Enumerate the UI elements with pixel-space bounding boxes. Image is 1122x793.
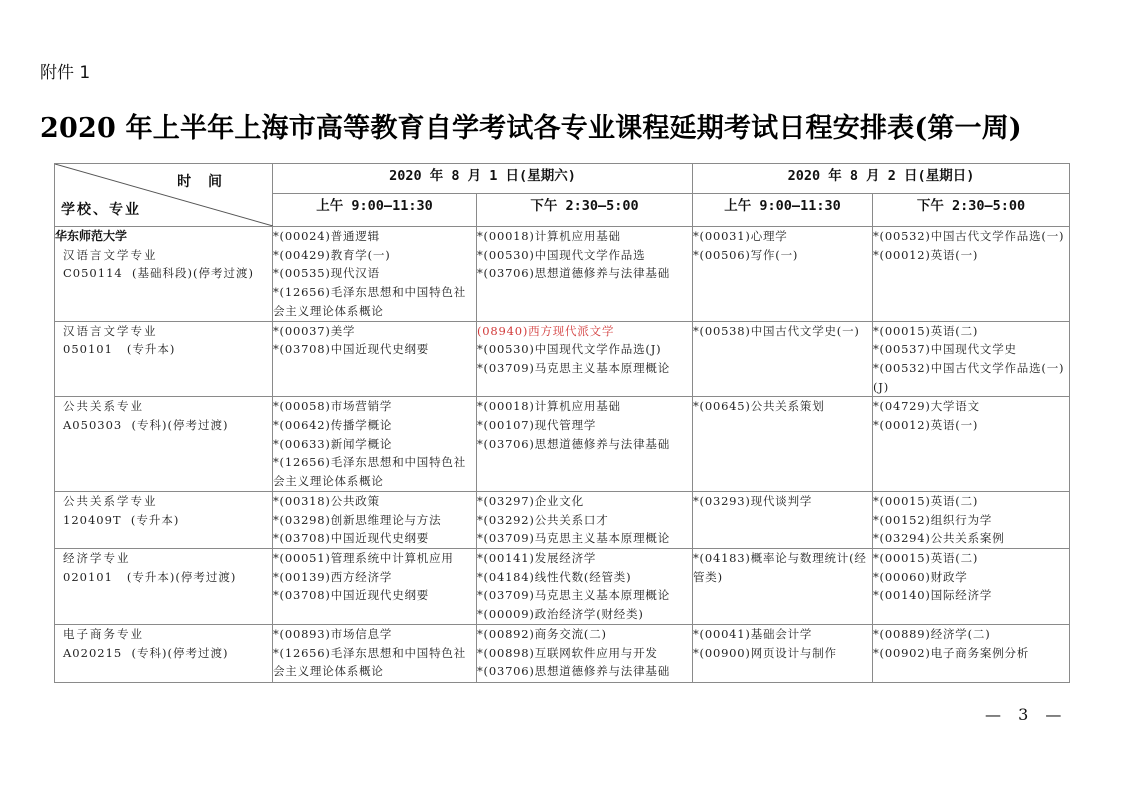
course-item: *(00015)英语(二) <box>873 323 979 338</box>
major-code: A020215 (专科)(停考过渡) <box>63 645 229 660</box>
major-name: 汉语言文学专业 <box>63 247 158 262</box>
course-item-highlighted: (08940)西方现代派文学 <box>477 323 615 338</box>
course-item: *(03708)中国近现代史纲要 <box>273 531 430 546</box>
major-code: 050101 (专升本) <box>63 342 176 357</box>
course-item: *(00009)政治经济学(财经类) <box>477 607 644 622</box>
course-cell <box>273 491 477 548</box>
date-header-aug2: 2020 年 8 月 2 日(星期日) <box>693 164 1070 194</box>
table-row <box>55 491 1070 548</box>
course-cell <box>693 397 873 492</box>
course-item: *(00015)英语(二) <box>873 550 979 565</box>
course-item: *(00537)中国现代文学史 <box>873 342 1017 357</box>
course-item: *(03709)马克思主义基本原理概论 <box>477 588 671 603</box>
school-major-header: 学校、专业 <box>61 202 141 218</box>
course-item: *(00141)发展经济学 <box>477 550 597 565</box>
major-cell <box>55 624 273 682</box>
major-cell <box>55 397 273 492</box>
table-row <box>55 548 1070 624</box>
course-cell <box>477 227 693 322</box>
course-cell <box>693 624 873 682</box>
course-item: *(00892)商务交流(二) <box>477 626 607 641</box>
major-name: 经济学专业 <box>63 550 131 565</box>
course-item: *(00429)教育学(一) <box>273 247 391 262</box>
course-cell <box>873 548 1070 624</box>
course-item: *(00530)中国现代文学作品选(J) <box>477 342 662 357</box>
schedule-body <box>55 227 1070 683</box>
course-item: *(00015)英语(二) <box>873 493 979 508</box>
course-item: *(03294)公共关系案例 <box>873 531 1005 546</box>
attachment-label: 附件 1 <box>40 63 91 83</box>
course-item: *(00893)市场信息学 <box>273 626 393 641</box>
table-row <box>55 624 1070 682</box>
course-item: *(12656)毛泽东思想和中国特色社会主义理论体系概论 <box>273 645 467 679</box>
course-item: *(00902)电子商务案例分析 <box>873 645 1030 660</box>
course-item: *(00889)经济学(二) <box>873 626 991 641</box>
course-cell <box>273 397 477 492</box>
course-item: *(00538)中国古代文学史(一) <box>693 323 860 338</box>
major-cell <box>55 227 273 322</box>
course-item: *(00532)中国古代文学作品选(一) <box>873 229 1065 243</box>
course-item: *(00024)普通逻辑 <box>273 229 380 243</box>
course-item: *(03709)马克思主义基本原理概论 <box>477 360 671 375</box>
major-cell <box>55 548 273 624</box>
course-item: *(03293)现代谈判学 <box>693 493 813 508</box>
schedule-table <box>54 163 1070 683</box>
course-item: *(04184)线性代数(经管类) <box>477 569 632 584</box>
course-item: *(12656)毛泽东思想和中国特色社会主义理论体系概论 <box>273 455 467 489</box>
table-row <box>55 227 1070 322</box>
course-item: *(03298)创新思维理论与方法 <box>273 512 442 527</box>
course-item: *(00012)英语(一) <box>873 247 979 262</box>
course-cell <box>693 227 873 322</box>
course-cell <box>873 624 1070 682</box>
page-title: 2020 年上半年上海市高等教育自学考试各专业课程延期考试日程安排表(第一周) <box>40 113 1022 144</box>
course-item: *(00900)网页设计与制作 <box>693 645 837 660</box>
major-code: 020101 (专升本)(停考过渡) <box>63 569 237 584</box>
major-cell <box>55 491 273 548</box>
course-cell <box>477 321 693 397</box>
course-item: *(04729)大学语文 <box>873 399 980 414</box>
page-number: — 3 — <box>985 705 1068 724</box>
course-item: *(00532)中国古代文学作品选(一)(J) <box>873 360 1065 394</box>
course-item: *(00041)基础会计学 <box>693 626 813 641</box>
slot-header-aug1-am: 上午 9:00—11:30 <box>273 194 477 227</box>
slot-header-aug2-am: 上午 9:00—11:30 <box>693 194 873 227</box>
course-item: *(00530)中国现代文学作品选 <box>477 247 646 262</box>
course-item: *(03708)中国近现代史纲要 <box>273 342 430 357</box>
course-item: *(03297)企业文化 <box>477 493 584 508</box>
course-item: *(03292)公共关系口才 <box>477 512 609 527</box>
course-item: *(00506)写作(一) <box>693 247 799 262</box>
course-item: *(00898)互联网软件应用与开发 <box>477 645 658 660</box>
major-cell <box>55 321 273 397</box>
slot-header-aug1-pm: 下午 2:30—5:00 <box>477 194 693 227</box>
table-row <box>55 321 1070 397</box>
major-name: 汉语言文学专业 <box>63 323 158 338</box>
course-item: *(00642)传播学概论 <box>273 418 393 433</box>
course-item: *(00058)市场营销学 <box>273 399 393 414</box>
course-cell <box>477 548 693 624</box>
course-item: *(00051)管理系统中计算机应用 <box>273 550 454 565</box>
course-item: *(03706)思想道德修养与法律基础 <box>477 664 671 679</box>
major-name: 公共关系专业 <box>63 399 144 414</box>
course-cell <box>273 321 477 397</box>
course-item: *(00633)新闻学概论 <box>273 436 393 451</box>
course-item: *(00139)西方经济学 <box>273 569 393 584</box>
course-item: *(00107)现代管理学 <box>477 418 597 433</box>
course-item: *(00018)计算机应用基础 <box>477 399 621 414</box>
course-item: *(00318)公共政策 <box>273 493 380 508</box>
course-item: *(03706)思想道德修养与法律基础 <box>477 436 671 451</box>
slot-header-aug2-pm: 下午 2:30—5:00 <box>873 194 1070 227</box>
course-item: *(00535)现代汉语 <box>273 266 380 281</box>
course-item: *(00037)美学 <box>273 323 356 338</box>
course-cell <box>693 321 873 397</box>
course-cell <box>693 491 873 548</box>
major-name: 电子商务专业 <box>63 626 144 641</box>
course-item: *(04183)概率论与数理统计(经管类) <box>693 550 867 584</box>
course-item: *(03709)马克思主义基本原理概论 <box>477 531 671 546</box>
course-cell <box>273 227 477 322</box>
table-row <box>55 397 1070 492</box>
course-cell <box>273 548 477 624</box>
course-item: *(03706)思想道德修养与法律基础 <box>477 266 671 281</box>
major-code: C050114 (基础科段)(停考过渡) <box>63 266 254 281</box>
course-cell <box>477 624 693 682</box>
corner-header <box>55 164 273 227</box>
course-item: *(00152)组织行为学 <box>873 512 993 527</box>
date-header-aug1: 2020 年 8 月 1 日(星期六) <box>273 164 693 194</box>
course-item: *(00645)公共关系策划 <box>693 399 825 414</box>
course-item: *(00060)财政学 <box>873 569 968 584</box>
major-code: A050303 (专科)(停考过渡) <box>63 418 229 433</box>
course-cell <box>477 491 693 548</box>
course-item: *(12656)毛泽东思想和中国特色社会主义理论体系概论 <box>273 285 467 318</box>
course-item: *(00012)英语(一) <box>873 418 979 433</box>
course-cell <box>477 397 693 492</box>
course-item: *(00018)计算机应用基础 <box>477 229 621 243</box>
major-code: 120409T (专升本) <box>63 512 180 527</box>
course-cell <box>273 624 477 682</box>
course-item: *(00140)国际经济学 <box>873 588 993 603</box>
course-cell <box>873 321 1070 397</box>
course-cell <box>873 227 1070 322</box>
course-cell <box>693 548 873 624</box>
time-header: 时 间 <box>177 174 228 190</box>
course-cell <box>873 491 1070 548</box>
school-name: 华东师范大学 <box>55 229 128 243</box>
course-item: *(03708)中国近现代史纲要 <box>273 588 430 603</box>
course-item: *(00031)心理学 <box>693 229 788 243</box>
major-name: 公共关系学专业 <box>63 493 158 508</box>
course-cell <box>873 397 1070 492</box>
